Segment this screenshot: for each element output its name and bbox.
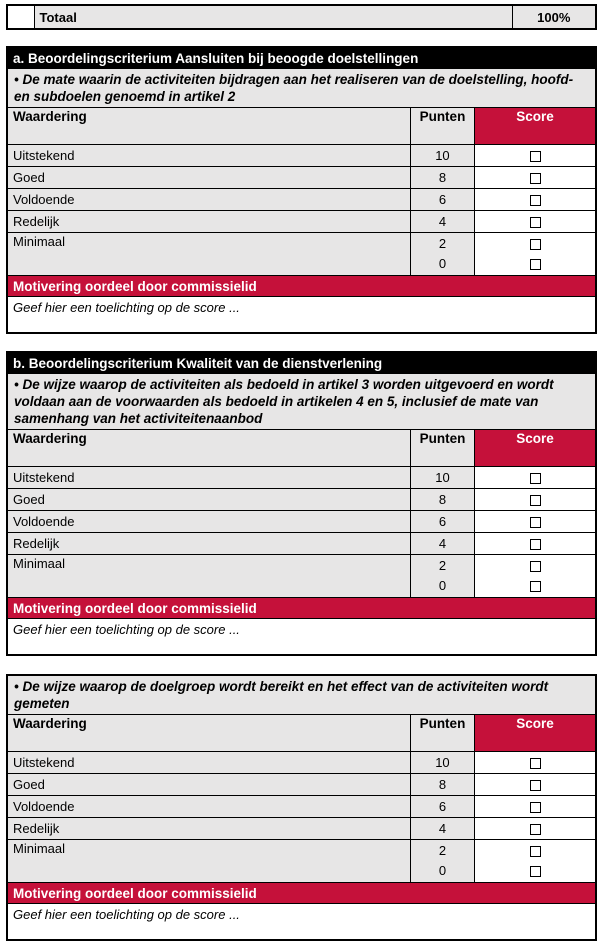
rating-row-voldoende xyxy=(7,511,596,533)
rating-points: 8 xyxy=(410,774,474,796)
score-cell xyxy=(475,467,596,489)
rating-points: 4 xyxy=(410,211,474,233)
section-b-description: • De wijze waarop de activiteiten als bedoeld in artikel 3 worden uitgevoerd en wordt voldaan aan de voorwaarden als bedoeld in artikelen 4 en 5, inclusief de mate van samenhang van het activiteitenaanbod xyxy=(7,374,596,430)
rating-label: Uitstekend xyxy=(7,145,410,167)
section-a-title: a. Beoordelingscriterium Aansluiten bij beoogde doelstellingen xyxy=(7,47,596,69)
score-checkbox-voldoende[interactable] xyxy=(530,195,541,206)
score-checkbox-uitstekend[interactable] xyxy=(530,758,541,769)
totals-spacer-cell xyxy=(7,5,34,29)
motivation-body-row xyxy=(7,297,596,334)
rating-points: 10 xyxy=(410,145,474,167)
motivation-input-area[interactable]: Geef hier een toelichting op de score ... xyxy=(7,297,596,334)
rating-points xyxy=(410,233,474,276)
rating-points-primary: 2 xyxy=(438,236,447,251)
rating-row-goed xyxy=(7,167,596,189)
score-checkbox-goed[interactable] xyxy=(530,495,541,506)
score-checkbox-redelijk[interactable] xyxy=(530,539,541,550)
section-a-title-row xyxy=(7,47,596,69)
section-b-title-row xyxy=(7,352,596,374)
rating-row-goed xyxy=(7,489,596,511)
score-cell xyxy=(475,145,596,167)
score-cell xyxy=(475,233,596,276)
score-cell xyxy=(475,818,596,840)
rating-points: 10 xyxy=(410,752,474,774)
rating-label: Goed xyxy=(7,774,410,796)
score-checkbox-goed[interactable] xyxy=(530,780,541,791)
rating-row-minimaal xyxy=(7,233,596,276)
rating-label: Voldoende xyxy=(7,189,410,211)
rating-label: Uitstekend xyxy=(7,467,410,489)
score-checkbox-voldoende[interactable] xyxy=(530,802,541,813)
rating-points xyxy=(410,555,474,598)
rating-row-minimaal xyxy=(7,840,596,883)
rating-points: 6 xyxy=(410,189,474,211)
rating-points: 6 xyxy=(410,796,474,818)
rating-points-secondary: 0 xyxy=(438,578,447,593)
rating-row-minimaal xyxy=(7,555,596,598)
score-cell xyxy=(475,533,596,555)
rating-row-uitstekend xyxy=(7,467,596,489)
motivation-header-row xyxy=(7,598,596,619)
rating-label: Minimaal xyxy=(7,840,410,883)
score-checkbox-minimaal-0[interactable] xyxy=(530,866,541,877)
motivation-header: Motivering oordeel door commissielid xyxy=(7,883,596,904)
rating-label: Uitstekend xyxy=(7,752,410,774)
rating-points xyxy=(410,840,474,883)
rating-label: Goed xyxy=(7,489,410,511)
rating-points: 6 xyxy=(410,511,474,533)
score-cell xyxy=(475,167,596,189)
criterion-c-table xyxy=(6,674,597,941)
column-header-score: Score xyxy=(475,108,596,145)
rating-row-voldoende xyxy=(7,189,596,211)
score-cell xyxy=(475,796,596,818)
motivation-header: Motivering oordeel door commissielid xyxy=(7,276,596,297)
rating-points-secondary: 0 xyxy=(438,863,447,878)
score-checkbox-redelijk[interactable] xyxy=(530,824,541,835)
motivation-header-row xyxy=(7,276,596,297)
section-a-description-row xyxy=(7,69,596,108)
column-header-waardering: Waardering xyxy=(7,108,410,145)
column-header-punten: Punten xyxy=(410,715,474,752)
rating-label: Redelijk xyxy=(7,533,410,555)
motivation-header: Motivering oordeel door commissielid xyxy=(7,598,596,619)
rating-label: Redelijk xyxy=(7,818,410,840)
motivation-input-area[interactable]: Geef hier een toelichting op de score ... xyxy=(7,619,596,656)
score-checkbox-redelijk[interactable] xyxy=(530,217,541,228)
score-cell xyxy=(475,489,596,511)
score-cell xyxy=(475,555,596,598)
score-checkbox-uitstekend[interactable] xyxy=(530,151,541,162)
motivation-body-row xyxy=(7,619,596,656)
rating-row-uitstekend xyxy=(7,145,596,167)
column-header-waardering: Waardering xyxy=(7,430,410,467)
totals-table xyxy=(6,4,597,30)
score-cell xyxy=(475,752,596,774)
column-header-row xyxy=(7,108,596,145)
score-checkbox-minimaal-0[interactable] xyxy=(530,259,541,270)
score-checkbox-minimaal-0[interactable] xyxy=(530,581,541,592)
rating-points: 8 xyxy=(410,167,474,189)
totals-value: 100% xyxy=(512,5,596,29)
score-cell xyxy=(475,511,596,533)
score-checkbox-minimaal-2[interactable] xyxy=(530,239,541,250)
rating-points-primary: 2 xyxy=(438,558,447,573)
score-checkbox-minimaal-2[interactable] xyxy=(530,846,541,857)
column-header-waardering: Waardering xyxy=(7,715,410,752)
rating-row-redelijk xyxy=(7,533,596,555)
motivation-body-row xyxy=(7,904,596,941)
score-cell xyxy=(475,774,596,796)
rating-row-uitstekend xyxy=(7,752,596,774)
criterion-b-table xyxy=(6,351,597,656)
column-header-score: Score xyxy=(475,430,596,467)
score-checkbox-goed[interactable] xyxy=(530,173,541,184)
column-header-score: Score xyxy=(475,715,596,752)
rating-row-redelijk xyxy=(7,818,596,840)
rating-label: Minimaal xyxy=(7,233,410,276)
score-cell xyxy=(475,211,596,233)
totals-label: Totaal xyxy=(34,5,512,29)
rating-label: Goed xyxy=(7,167,410,189)
rating-points: 4 xyxy=(410,533,474,555)
rating-row-goed xyxy=(7,774,596,796)
score-checkbox-voldoende[interactable] xyxy=(530,517,541,528)
score-checkbox-minimaal-2[interactable] xyxy=(530,561,541,572)
column-header-punten: Punten xyxy=(410,430,474,467)
rating-label: Redelijk xyxy=(7,211,410,233)
section-b-description-row xyxy=(7,374,596,430)
motivation-input-area[interactable]: Geef hier een toelichting op de score ... xyxy=(7,904,596,941)
rating-points-primary: 2 xyxy=(438,843,447,858)
section-b-title: b. Beoordelingscriterium Kwaliteit van de dienstverlening xyxy=(7,352,596,374)
column-header-row xyxy=(7,430,596,467)
rating-row-redelijk xyxy=(7,211,596,233)
section-c-description: • De wijze waarop de doelgroep wordt bereikt en het effect van de activiteiten wordt gemeten xyxy=(7,675,596,715)
section-c-description-row xyxy=(7,675,596,715)
rating-points: 4 xyxy=(410,818,474,840)
totals-row xyxy=(7,5,596,29)
rating-points: 8 xyxy=(410,489,474,511)
column-header-row xyxy=(7,715,596,752)
rating-label: Voldoende xyxy=(7,796,410,818)
motivation-header-row xyxy=(7,883,596,904)
section-a-description: • De mate waarin de activiteiten bijdragen aan het realiseren van de doelstelling, hoofd- en subdoelen genoemd in artikel 2 xyxy=(7,69,596,108)
column-header-punten: Punten xyxy=(410,108,474,145)
rating-label: Voldoende xyxy=(7,511,410,533)
rating-points-secondary: 0 xyxy=(438,256,447,271)
criterion-a-table xyxy=(6,46,597,334)
rating-points: 10 xyxy=(410,467,474,489)
rating-label: Minimaal xyxy=(7,555,410,598)
rating-row-voldoende xyxy=(7,796,596,818)
score-cell xyxy=(475,189,596,211)
score-cell xyxy=(475,840,596,883)
score-checkbox-uitstekend[interactable] xyxy=(530,473,541,484)
